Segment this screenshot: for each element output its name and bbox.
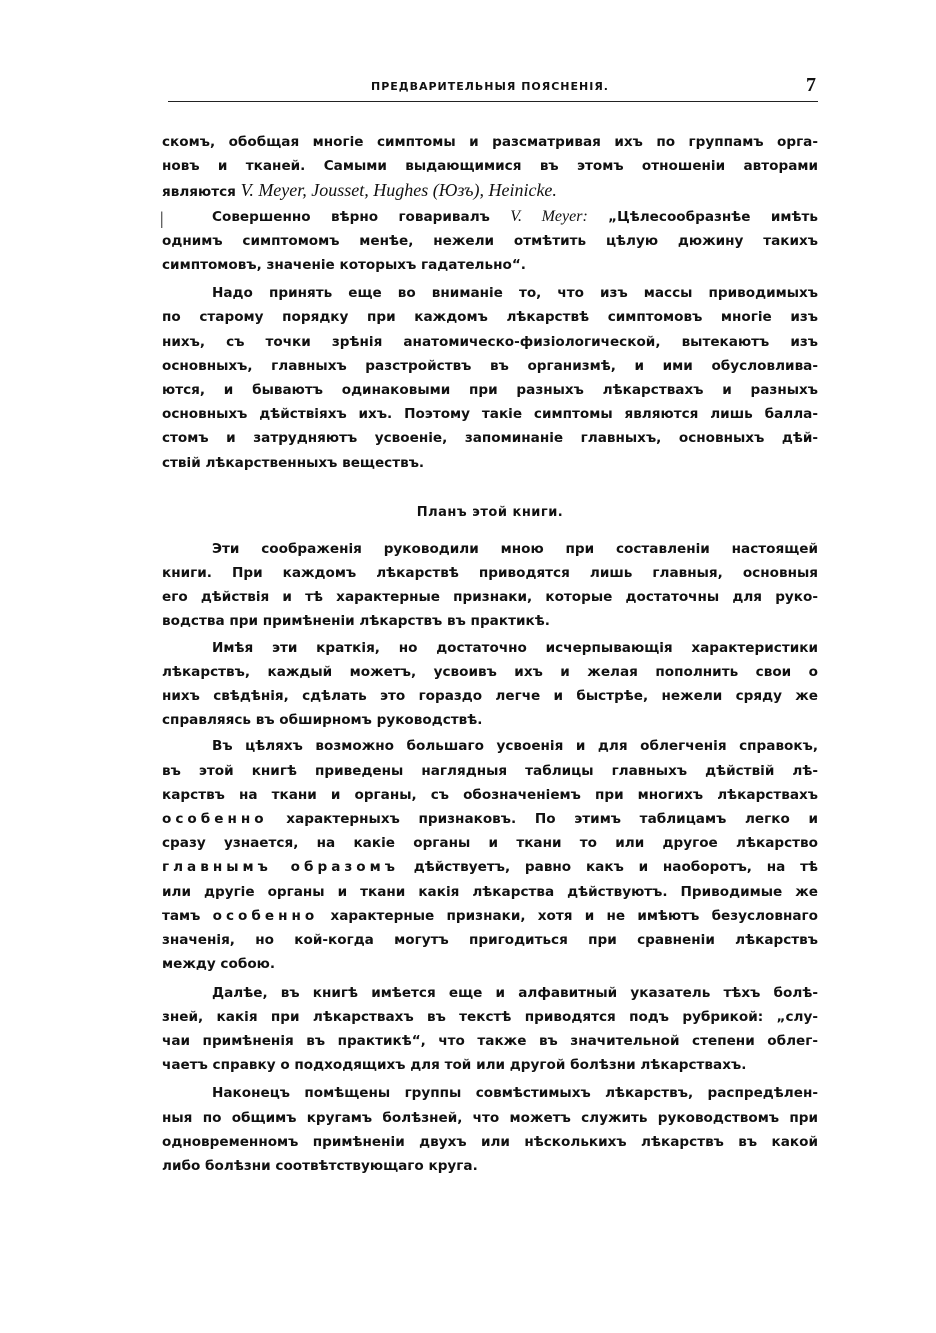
text-line: чаи примѣненія въ практикѣ“, что также въ значительной степени облег- [162, 1032, 818, 1049]
text-span: Совершенно вѣрно говаривалъ [212, 208, 490, 225]
text-line: Далѣе, въ книгѣ имѣется еще и алфавитный указатель тѣхъ болѣ- [212, 984, 818, 1001]
text-line: книги. При каждомъ лѣкарствѣ приводятся лишь главныя, основныя [162, 565, 818, 582]
text-line: карствъ на ткани и органы, съ обозначеніемъ при многихъ лѣкарствахъ [162, 786, 818, 803]
text-line: основныхъ, главныхъ разстройствъ въ организмѣ, и ими обусловливa- [162, 357, 818, 374]
text-line: сразу узнается, на какіе органы и ткани то или другое лѣкарство [162, 835, 818, 852]
text-span: дѣйствуетъ, равно какъ и наоборотъ, на тѣ [413, 859, 818, 876]
text-line: ныя по общимъ кругамъ болѣзней, что можетъ служить руководствомъ при [162, 1109, 818, 1126]
header-rule [168, 101, 818, 102]
text-line: одновременномъ примѣненіи двухъ или нѣсколькихъ лѣкарствъ въ какой [162, 1133, 818, 1150]
author-names: V. Meyer, Jousset, Hughes (Юзъ), Heinicke. [240, 180, 557, 201]
text-line: зней, какія при лѣкарствахъ въ текстѣ приводятся подъ рубрикой: „слу- [162, 1008, 818, 1025]
paragraph-2-cont [162, 229, 818, 277]
text-line: либо болѣзни соотвѣтствующаго круга. [162, 1157, 478, 1174]
text-line: ствій лѣкарственныхъ веществъ. [162, 454, 425, 471]
text-span: характерные признаки, хотя и не имѣютъ безусловнаго [330, 907, 818, 924]
text-span: характерныхъ признаковъ. По этимъ таблицамъ легко и [286, 811, 818, 828]
paragraph-5 [162, 636, 818, 733]
paragraph-3 [162, 281, 818, 475]
text-line: Надо принять еще во вниманіе то, что изъ массы приводимыхъ [212, 285, 818, 302]
paragraph-2 [162, 205, 818, 229]
text-line: чаетъ справку о подходящихъ для той или другой болѣзни лѣкарствахъ. [162, 1057, 747, 1074]
text-line: основныхъ дѣйствіяхъ ихъ. Поэтому такіе симптомы являются лишь балла- [162, 406, 818, 423]
text-line: или другіе органы и ткани какія лѣкарства дѣйствуютъ. Приводимые же [162, 883, 818, 900]
text-line: значенія, но кой-когда могутъ пригодиться при сравненіи лѣкарствъ [162, 932, 818, 949]
paragraph-1 [162, 130, 818, 205]
spaced-emphasis: особенно [212, 907, 319, 924]
spaced-emphasis: главнымъ образомъ [162, 859, 399, 876]
body-text [162, 130, 818, 1178]
paragraph-4 [162, 537, 818, 634]
text-line: лѣкарствъ, каждый можетъ, усвоивъ ихъ и желая пополнить свои о [162, 663, 818, 680]
margin-mark: | [160, 208, 164, 228]
text-line: его дѣйствія и тѣ характерные признаки, которые достаточны для руко- [162, 589, 818, 606]
page-number: 7 [806, 74, 816, 96]
section-gap [162, 475, 818, 537]
running-title: ПРЕДВАРИТЕЛЬНЫЯ ПОЯСНЕНІЯ. [371, 80, 609, 93]
text-line [162, 904, 818, 928]
text-line [212, 205, 818, 229]
text-line: однимъ симптомомъ менѣе, нежели отмѣтить цѣлую дюжину такихъ [162, 232, 818, 249]
text-line: нихъ, съ точки зрѣнія анатомическо-физіологической, вытекаютъ изъ [162, 333, 818, 350]
text-line: стомъ и затрудняютъ усвоеніе, запоминаніе главныхъ, основныхъ дѣй- [162, 430, 818, 447]
text-span: „Цѣлесообразнѣе имѣть [608, 208, 819, 225]
text-line: Наконецъ помѣщены группы совмѣстимыхъ лѣкарствъ, распредѣлен- [212, 1085, 818, 1102]
spaced-emphasis: особенно [162, 811, 268, 828]
text-line: Въ цѣляхъ возможно большаго усвоенія и для облегченія справокъ, [212, 738, 818, 755]
text-line: Имѣя эти краткія, но достаточно исчерпывающія характеристики [212, 639, 818, 656]
text-line: справляясь въ обширномъ руководствѣ. [162, 712, 483, 729]
text-line: ются, и бываютъ одинаковыми при разныхъ лѣкарствахъ и разныхъ [162, 382, 818, 399]
section-title: Планъ этой книги. [416, 505, 564, 520]
text-line [162, 178, 818, 204]
text-line: по старому порядку при каждомъ лѣкарствѣ симптомовъ многіе изъ [162, 309, 818, 326]
text-line: въ этой книгѣ приведены наглядныя таблицы главныхъ дѣйствій лѣ- [162, 762, 818, 779]
text-line: скомъ, обобщая многіе симптомы и разсматривая ихъ по группамъ орга- [162, 134, 818, 150]
text-line: между собою. [162, 956, 276, 973]
text-line: симптомовъ, значеніе которыхъ гадательно“. [162, 257, 526, 274]
author-name: V. Meyer: [510, 207, 588, 225]
text-line [162, 855, 818, 879]
text-line: новъ и тканей. Самыми выдающимися въ этомъ отношеніи авторами [162, 158, 818, 175]
paragraph-8 [162, 1081, 818, 1178]
text-line [162, 807, 818, 831]
text-line: Эти соображенія руководили мною при составленіи настоящей [212, 540, 818, 557]
paragraph-6 [162, 734, 818, 976]
paragraph-7 [162, 981, 818, 1078]
text-line: нихъ свѣдѣнія, сдѣлать это гораздо легче и быстрѣе, нежели сряду же [162, 688, 818, 705]
text-span: являются [162, 184, 236, 201]
text-line: водства при примѣненіи лѣкарствъ въ практикѣ. [162, 613, 550, 630]
text-span: тамъ [162, 907, 201, 924]
running-head [162, 74, 818, 106]
